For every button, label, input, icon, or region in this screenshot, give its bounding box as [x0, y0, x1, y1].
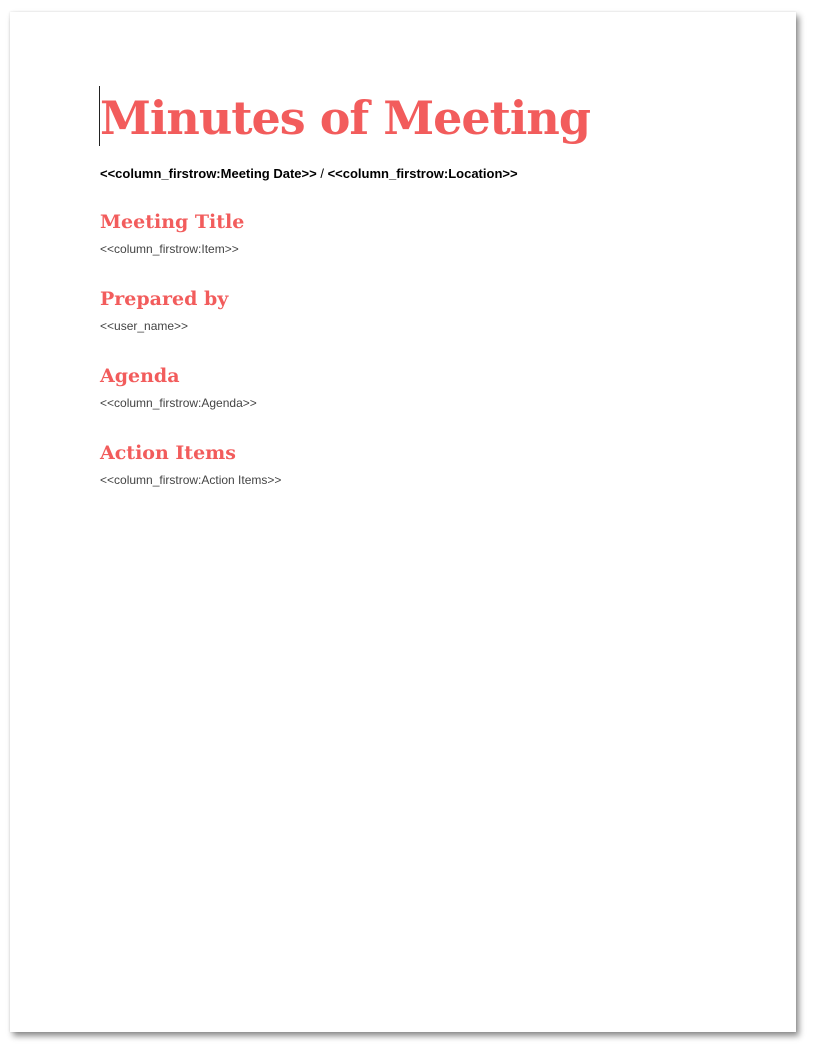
section-action-items [100, 441, 740, 488]
section-agenda [100, 364, 740, 411]
date-location-separator: / [316, 166, 328, 181]
section-meeting-title [100, 210, 740, 257]
section-value-meeting-title[interactable]: <<column_firstrow:Item>> [100, 242, 239, 256]
document-title[interactable]: Minutes of Meeting [100, 91, 590, 145]
section-heading-meeting-title[interactable]: Meeting Title [100, 211, 245, 233]
meeting-date-placeholder: <<column_firstrow:Meeting Date>> [100, 166, 317, 181]
section-value-prepared-by[interactable]: <<user_name>> [100, 319, 189, 333]
section-value-agenda[interactable]: <<column_firstrow:Agenda>> [100, 396, 257, 410]
section-heading-prepared-by[interactable]: Prepared by [100, 288, 229, 310]
section-value-action-items[interactable]: <<column_firstrow:Action Items>> [100, 473, 282, 487]
text-cursor [99, 86, 100, 146]
document-content[interactable] [100, 84, 740, 488]
document-page [10, 12, 796, 1032]
meeting-date-location-line[interactable] [100, 166, 740, 182]
section-heading-action-items[interactable]: Action Items [100, 442, 236, 464]
location-placeholder: <<column_firstrow:Location>> [327, 166, 518, 181]
section-prepared-by [100, 287, 740, 334]
section-heading-agenda[interactable]: Agenda [100, 365, 180, 387]
